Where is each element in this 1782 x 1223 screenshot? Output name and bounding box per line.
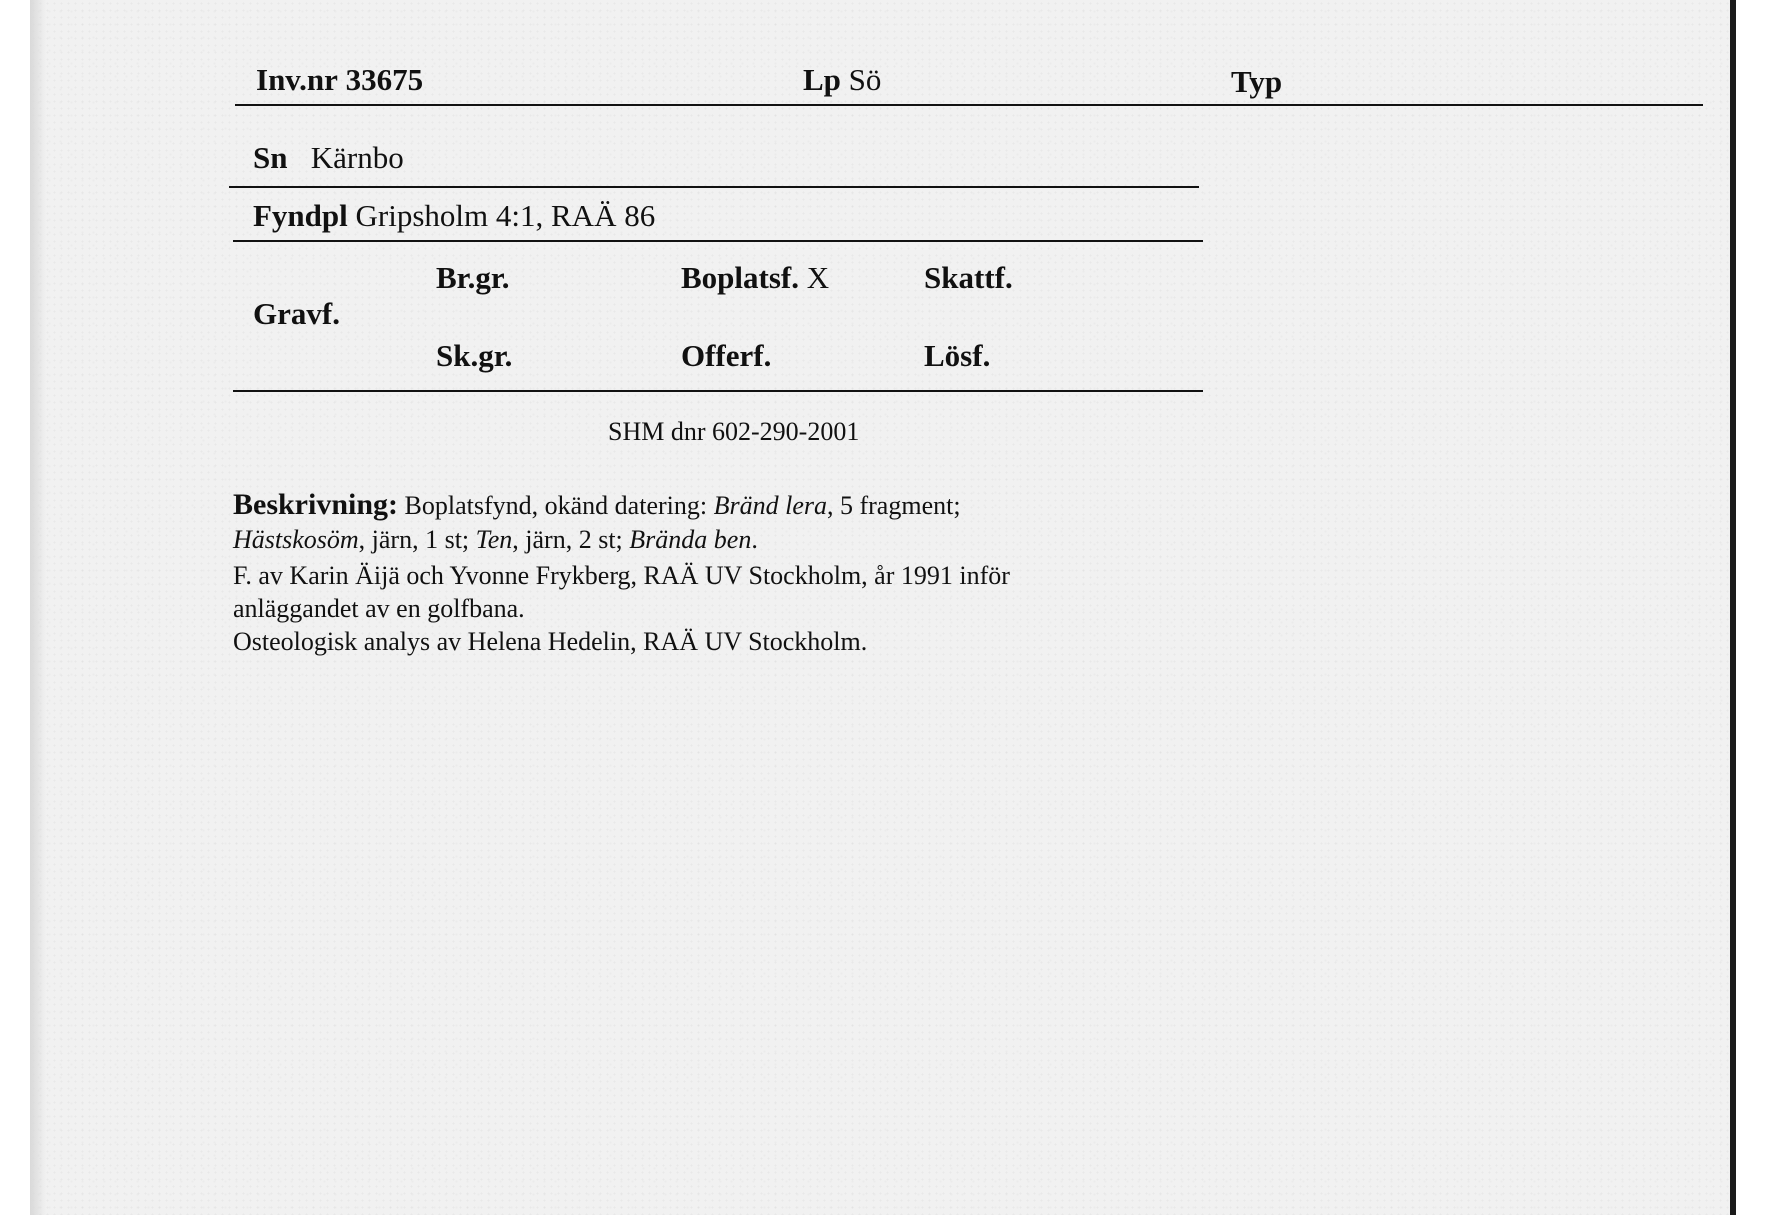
header-rule	[235, 104, 1703, 106]
findtype-rule	[233, 390, 1203, 392]
parish-label: Sn	[253, 140, 288, 175]
card-edge-shadow	[30, 0, 46, 1215]
field-brgr: Br.gr.	[436, 260, 510, 295]
field-boplatsf-label: Boplatsf.	[681, 260, 799, 295]
inventory-number-value: 33675	[345, 62, 424, 97]
parish-rule	[229, 186, 1199, 188]
field-gravf: Gravf.	[253, 296, 340, 331]
findspot-rule	[233, 240, 1203, 242]
findspot-label: Fyndpl	[253, 198, 348, 233]
description-text-italic: Brända ben	[629, 525, 752, 554]
field-skattf: Skattf.	[924, 260, 1013, 295]
description-text-italic: Hästskosöm	[233, 525, 359, 554]
findspot-value: Gripsholm 4:1, RAÄ 86	[355, 198, 656, 233]
description-line-2	[233, 527, 758, 553]
field-skgr: Sk.gr.	[436, 338, 513, 373]
description-line-1	[233, 490, 961, 520]
description-text: .	[751, 525, 758, 554]
inventory-number	[256, 64, 423, 95]
description-text: Boplatsfynd, okänd datering:	[404, 491, 708, 520]
shm-dnr: SHM dnr 602-290-2001	[608, 417, 860, 446]
field-losf: Lösf.	[924, 338, 991, 373]
description-line-5: Osteologisk analys av Helena Hedelin, RAÄ UV Stockholm.	[233, 627, 868, 656]
description-text-italic: Ten	[475, 525, 513, 554]
description-text-italic: Bränd lera	[713, 491, 827, 520]
parish-value: Kärnbo	[310, 140, 404, 175]
field-boplatsf-mark: X	[806, 260, 830, 295]
findspot-field	[253, 200, 655, 231]
lp-label: Lp	[803, 62, 841, 97]
description-text: , 5 fragment;	[826, 491, 961, 520]
description-text: , järn, 2 st;	[512, 525, 623, 554]
description-text: , järn, 1 st;	[358, 525, 470, 554]
field-boplatsf	[681, 262, 829, 293]
description-line-4: anläggandet av en golfbana.	[233, 594, 525, 623]
inventory-number-label: Inv.nr	[256, 62, 338, 97]
field-offerf: Offerf.	[681, 338, 772, 373]
description-heading: Beskrivning:	[233, 488, 399, 521]
lp-value: Sö	[848, 62, 882, 97]
description-line-3: F. av Karin Äijä och Yvonne Frykberg, RAÄ UV Stockholm, år 1991 inför	[233, 561, 1010, 590]
parish-field	[253, 142, 404, 173]
typ-label: Typ	[1231, 64, 1283, 99]
lp-field	[803, 64, 881, 95]
